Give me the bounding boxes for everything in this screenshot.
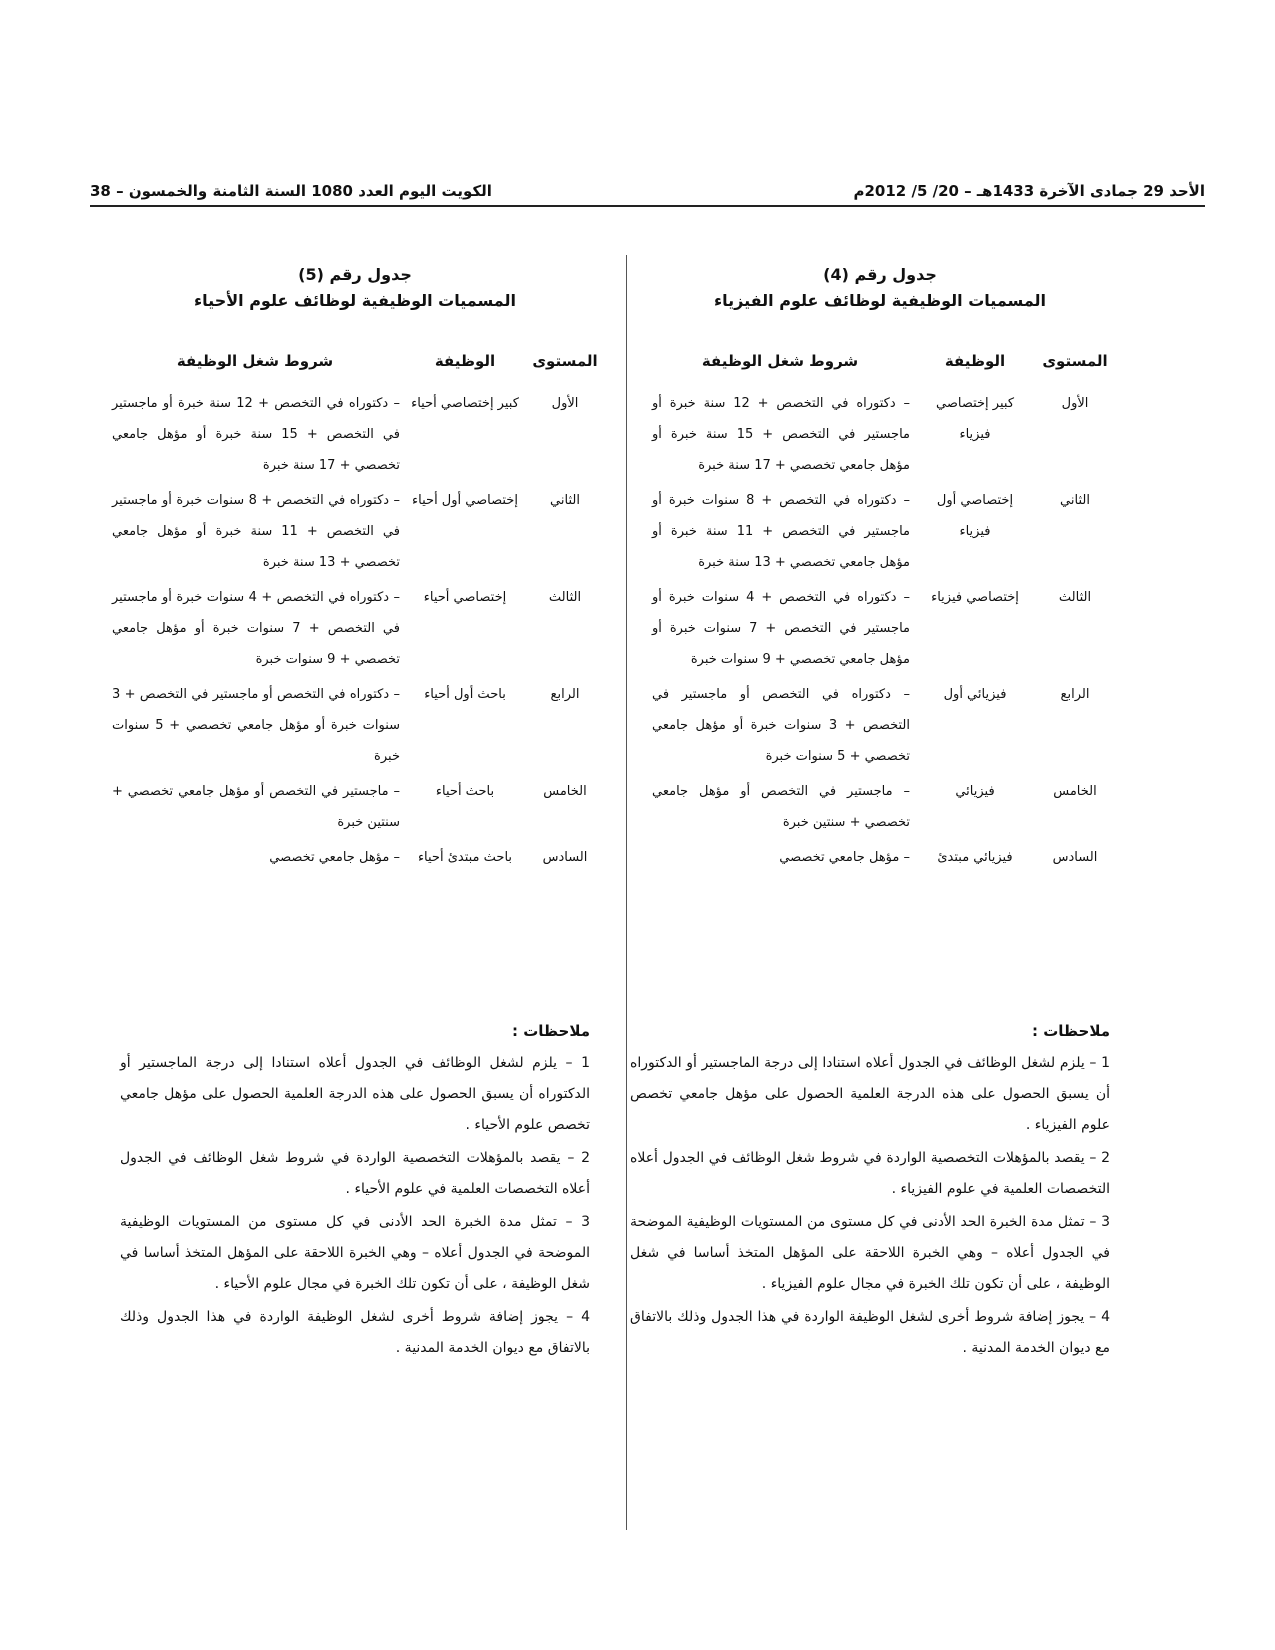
table4-header-job: الوظيفة: [944, 352, 1006, 370]
table4-header: [640, 352, 1120, 370]
note-item: 2 – يقصد بالمؤهلات التخصصية الواردة في شروط شغل الوظائف في الجدول أعلاه التخصصات العلمية في علوم الفيزياء .: [630, 1150, 1110, 1197]
note-item: 3 – تمثل مدة الخبرة الحد الأدنى في كل مستوى من المستويات الوظيفية الموضحة في الجدول أعلاه – وهي الخبرة اللاحقة على المؤهل المتخذ أساسا في شغل الوظيفة ، على أن تكون تلك الخبرة في مجال علوم الفيزياء .: [630, 1214, 1110, 1292]
row-level: الخامس: [543, 784, 587, 799]
row-job: فيزيائي مبتدئ: [937, 850, 1013, 865]
header-issue: الكويت اليوم العدد 1080 السنة الثامنة والخمسون – 38: [90, 182, 492, 200]
table-row: [640, 842, 1120, 873]
table-row: [100, 776, 610, 838]
table-row: [100, 388, 610, 481]
table-row: [640, 485, 1120, 578]
row-job: كبير إختصاصي فيزياء: [935, 396, 1015, 442]
column-divider: [626, 255, 627, 1530]
table5-notes: [120, 1022, 590, 1366]
table5-column: [100, 262, 610, 877]
table5-header-job: الوظيفة: [434, 352, 496, 370]
table4-title: جدول رقم (4): [823, 265, 937, 284]
table-row: [640, 582, 1120, 675]
table-row: [100, 582, 610, 675]
row-level: الخامس: [1053, 784, 1097, 799]
row-level: السادس: [542, 850, 588, 865]
row-conditions: – دكتوراه في التخصص + 4 سنوات خبرة أو ماجستير في التخصص + 7 سنوات خبرة أو مؤهل جامعي تخصصي + 9 سنوات خبرة: [652, 590, 910, 667]
row-conditions: – دكتوراه في التخصص + 8 سنوات خبرة أو ماجستير في التخصص + 11 سنة خبرة أو مؤهل جامعي تخصصي + 13 سنة خبرة: [652, 493, 910, 570]
row-conditions: – دكتوراه في التخصص + 12 سنة خبرة أو ماجستير في التخصص + 15 سنة خبرة أو مؤهل جامعي تخصصي + 17 سنة خبرة: [112, 396, 400, 473]
row-conditions: – دكتوراه في التخصص + 12 سنة خبرة أو ماجستير في التخصص + 15 سنة خبرة أو مؤهل جامعي تخصصي + 17 سنة خبرة: [652, 396, 911, 473]
table5-header-conditions: شروط شغل الوظيفة: [176, 352, 334, 370]
table5-header: [100, 352, 610, 370]
page-header: [90, 182, 1205, 200]
table4-header-level: المستوى: [1042, 352, 1108, 370]
table-row: [640, 776, 1120, 838]
row-conditions: – دكتوراه في التخصص + 4 سنوات خبرة أو ماجستير في التخصص + 7 سنوات خبرة أو مؤهل جامعي تخصصي + 9 سنوات خبرة: [112, 590, 400, 667]
row-level: الثالث: [548, 590, 582, 605]
header-date: الأحد 29 جمادى الآخرة 1433هـ – 20/ 5/ 2012م: [853, 182, 1205, 200]
row-level: الأول: [1061, 396, 1089, 411]
table-row: [640, 679, 1120, 772]
note-item: 3 – تمثل مدة الخبرة الحد الأدنى في كل مستوى من المستويات الوظيفية الموضحة في الجدول أعلاه – وهي الخبرة اللاحقة على المؤهل المتخذ أساسا في شغل الوظيفة ، على أن تكون تلك الخبرة في مجال علوم الأحياء .: [120, 1214, 590, 1292]
row-level: الثالث: [1058, 590, 1092, 605]
note-item: 1 – يلزم لشغل الوظائف في الجدول أعلاه استنادا إلى درجة الماجستير أو الدكتوراه أن يسبق الحصول على هذه الدرجة العلمية الحصول على مؤهل جامعي تخصص علوم الفيزياء .: [630, 1055, 1110, 1133]
row-job: باحث أول أحياء: [424, 687, 506, 702]
table5-header-level: المستوى: [532, 352, 598, 370]
table4-header-conditions: شروط شغل الوظيفة: [701, 352, 859, 370]
table-row: [100, 485, 610, 578]
row-job: إختصاصي أول فيزياء: [936, 493, 1014, 539]
row-job: إختصاصي فيزياء: [931, 590, 1019, 605]
note-item: 1 – يلزم لشغل الوظائف في الجدول أعلاه استنادا إلى درجة الماجستير أو الدكتوراه أن يسبق الحصول على هذه الدرجة العلمية الحصول على مؤهل جامعي تخصص علوم الأحياء .: [120, 1055, 590, 1133]
row-conditions: – مؤهل جامعي تخصصي: [779, 850, 910, 865]
table4-notes: [630, 1022, 1110, 1366]
row-conditions: – دكتوراه في التخصص أو ماجستير في التخصص + 3 سنوات خبرة أو مؤهل جامعي تخصصي + 5 سنوات خبرة: [112, 687, 401, 764]
row-conditions: – ماجستير في التخصص أو مؤهل جامعي تخصصي + سنتين خبرة: [112, 784, 400, 830]
header-rule: [90, 205, 1205, 207]
table-row: [100, 842, 610, 873]
note-item: 4 – يجوز إضافة شروط أخرى لشغل الوظيفة الواردة في هذا الجدول وذلك بالاتفاق مع ديوان الخدمة المدنية .: [630, 1309, 1110, 1356]
row-job: باحث مبتدئ أحياء: [417, 850, 513, 865]
row-level: الثاني: [1060, 493, 1090, 508]
row-job: باحث أحياء: [435, 784, 495, 799]
row-job: فيزيائي أول: [943, 687, 1007, 702]
row-job: إختصاصي أول أحياء: [412, 493, 518, 508]
row-level: الرابع: [1060, 687, 1090, 702]
table5-title: جدول رقم (5): [298, 265, 412, 284]
row-level: الأول: [551, 396, 579, 411]
row-level: الرابع: [550, 687, 580, 702]
table4-notes-title: ملاحظات :: [1031, 1022, 1110, 1040]
row-level: السادس: [1052, 850, 1098, 865]
table-row: [640, 388, 1120, 481]
row-conditions: – دكتوراه في التخصص + 8 سنوات خبرة أو ماجستير في التخصص + 11 سنة خبرة أو مؤهل جامعي تخصصي + 13 سنة خبرة: [112, 493, 400, 570]
note-item: 2 – يقصد بالمؤهلات التخصصية الواردة في شروط شغل الوظائف في الجدول أعلاه التخصصات العلمية في علوم الأحياء .: [120, 1150, 590, 1197]
row-job: إختصاصي أحياء: [423, 590, 507, 605]
row-conditions: – ماجستير في التخصص أو مؤهل جامعي تخصصي + سنتين خبرة: [652, 784, 910, 830]
note-item: 4 – يجوز إضافة شروط أخرى لشغل الوظيفة الواردة في هذا الجدول وذلك بالاتفاق مع ديوان الخدمة المدنية .: [120, 1309, 590, 1356]
row-conditions: – دكتوراه في التخصص أو ماجستير في التخصص + 3 سنوات خبرة أو مؤهل جامعي تخصصي + 5 سنوات خبرة: [652, 687, 910, 764]
table5-subtitle: المسميات الوظيفية لوظائف علوم الأحياء: [193, 291, 517, 310]
row-level: الثاني: [550, 493, 580, 508]
table4-column: [640, 262, 1120, 877]
row-job: كبير إختصاصي أحياء: [411, 396, 519, 411]
row-job: فيزيائي: [955, 784, 995, 799]
table5-notes-title: ملاحظات :: [511, 1022, 590, 1040]
table-row: [100, 679, 610, 772]
row-conditions: – مؤهل جامعي تخصصي: [269, 850, 400, 865]
table4-subtitle: المسميات الوظيفية لوظائف علوم الفيزياء: [713, 291, 1047, 310]
